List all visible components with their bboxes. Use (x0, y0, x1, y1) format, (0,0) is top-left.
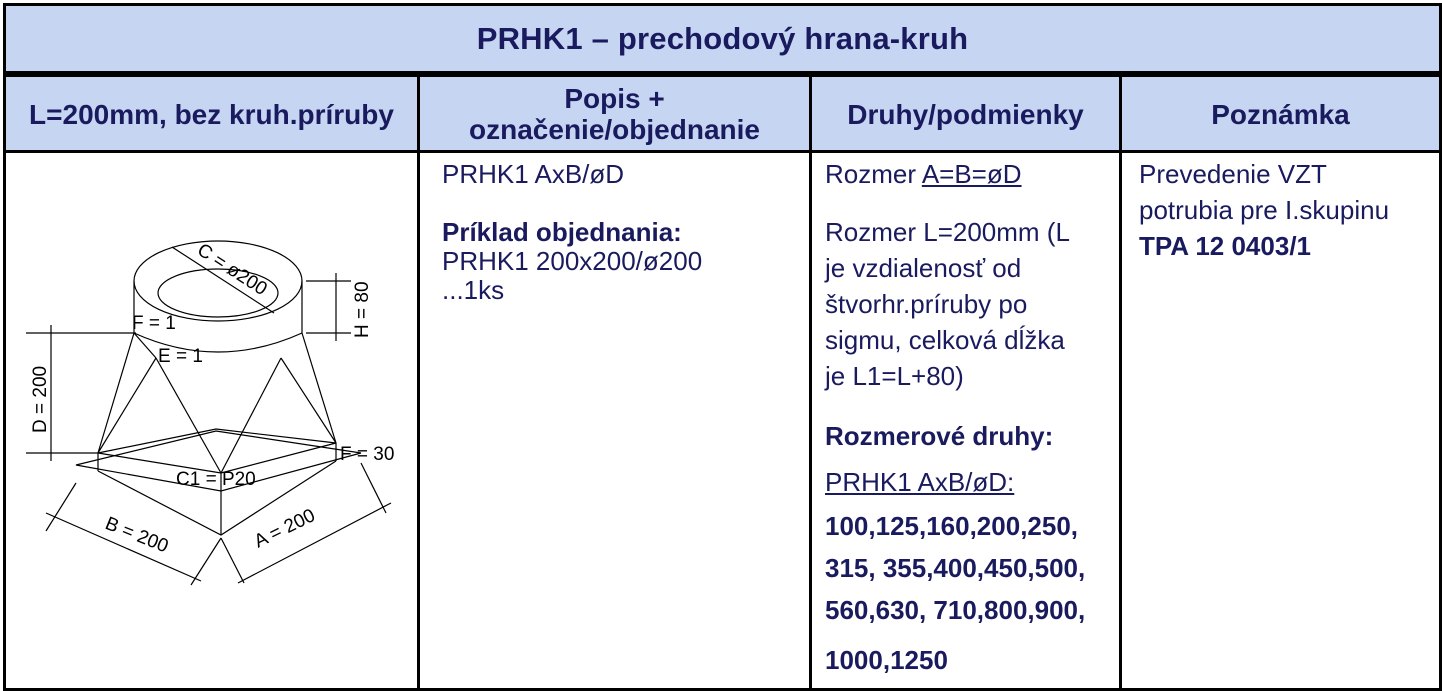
page-title: PRHK1 – prechodový hrana-kruh (3, 3, 1442, 74)
note-line-1: Prevedenie VZT (1139, 159, 1327, 189)
label-d: D = 200 (30, 365, 51, 433)
sizes-line-1: 100,125,160,200,250, (825, 511, 1079, 541)
example-line-2: ...1ks (442, 275, 505, 305)
header-description (417, 74, 812, 154)
diagram-cell (3, 150, 420, 691)
types-cell (809, 150, 1122, 691)
face-edge (98, 333, 134, 453)
note-cell (1119, 150, 1442, 691)
sizes-heading: Rozmerové druhy: (825, 421, 1054, 451)
length-line-4: sigmu, celková dĺžka (825, 325, 1065, 355)
header-dimensions: L=200mm, bez kruh.príruby (3, 74, 420, 154)
product-code: PRHK1 AxB/øD (442, 159, 625, 189)
rozmer-prefix: Rozmer (825, 159, 922, 189)
example-line-1: PRHK1 200x200/ø200 (442, 246, 703, 276)
face-edge (281, 358, 336, 443)
rozmer-value: A=B=øD (921, 159, 1022, 189)
face-edge (156, 358, 221, 473)
length-line-2: je vzdialenosť od (825, 253, 1022, 283)
label-e1: E = 1 (158, 346, 203, 367)
sizes-line-3: 560,630, 710,800,900, (825, 595, 1086, 625)
face-edge (221, 358, 281, 473)
length-line-1: Rozmer L=200mm (L (825, 217, 1070, 247)
header-types: Druhy/podmienky (809, 74, 1122, 154)
rozmer-line (825, 159, 1022, 189)
face-edge (302, 333, 336, 443)
header-note: Poznámka (1119, 74, 1442, 154)
face-edge (98, 358, 156, 453)
label-f30: F = 30 (340, 444, 395, 465)
label-f1: F = 1 (132, 313, 176, 334)
label-b: B = 200 (102, 513, 172, 558)
label-c: C = ø200 (193, 239, 271, 301)
header-description-line1: Popis + (564, 83, 665, 114)
sizes-code: PRHK1 AxB/øD: (825, 467, 1015, 497)
header-description-line2: označenie/objednanie (469, 114, 760, 145)
note-standard: TPA 12 0403/1 (1139, 231, 1311, 261)
example-heading: Príklad objednania: (442, 217, 682, 247)
transition-diagram (6, 153, 417, 688)
label-a: A = 200 (250, 505, 319, 553)
face-edge (134, 333, 156, 358)
length-line-3: štvorhr.príruby po (825, 289, 1028, 319)
note-line-2: potrubia pre I.skupinu (1139, 195, 1390, 225)
dim-a-ext (221, 538, 244, 583)
label-h: H = 80 (352, 281, 373, 338)
sizes-line-4: 1000,1250 (825, 645, 948, 675)
length-line-5: je L1=L+80) (825, 361, 964, 391)
dim-a-ext (361, 463, 386, 513)
sizes-line-2: 315, 355,400,450,500, (825, 553, 1086, 583)
label-c1: C1 = P20 (176, 469, 256, 490)
description-cell (417, 150, 812, 691)
